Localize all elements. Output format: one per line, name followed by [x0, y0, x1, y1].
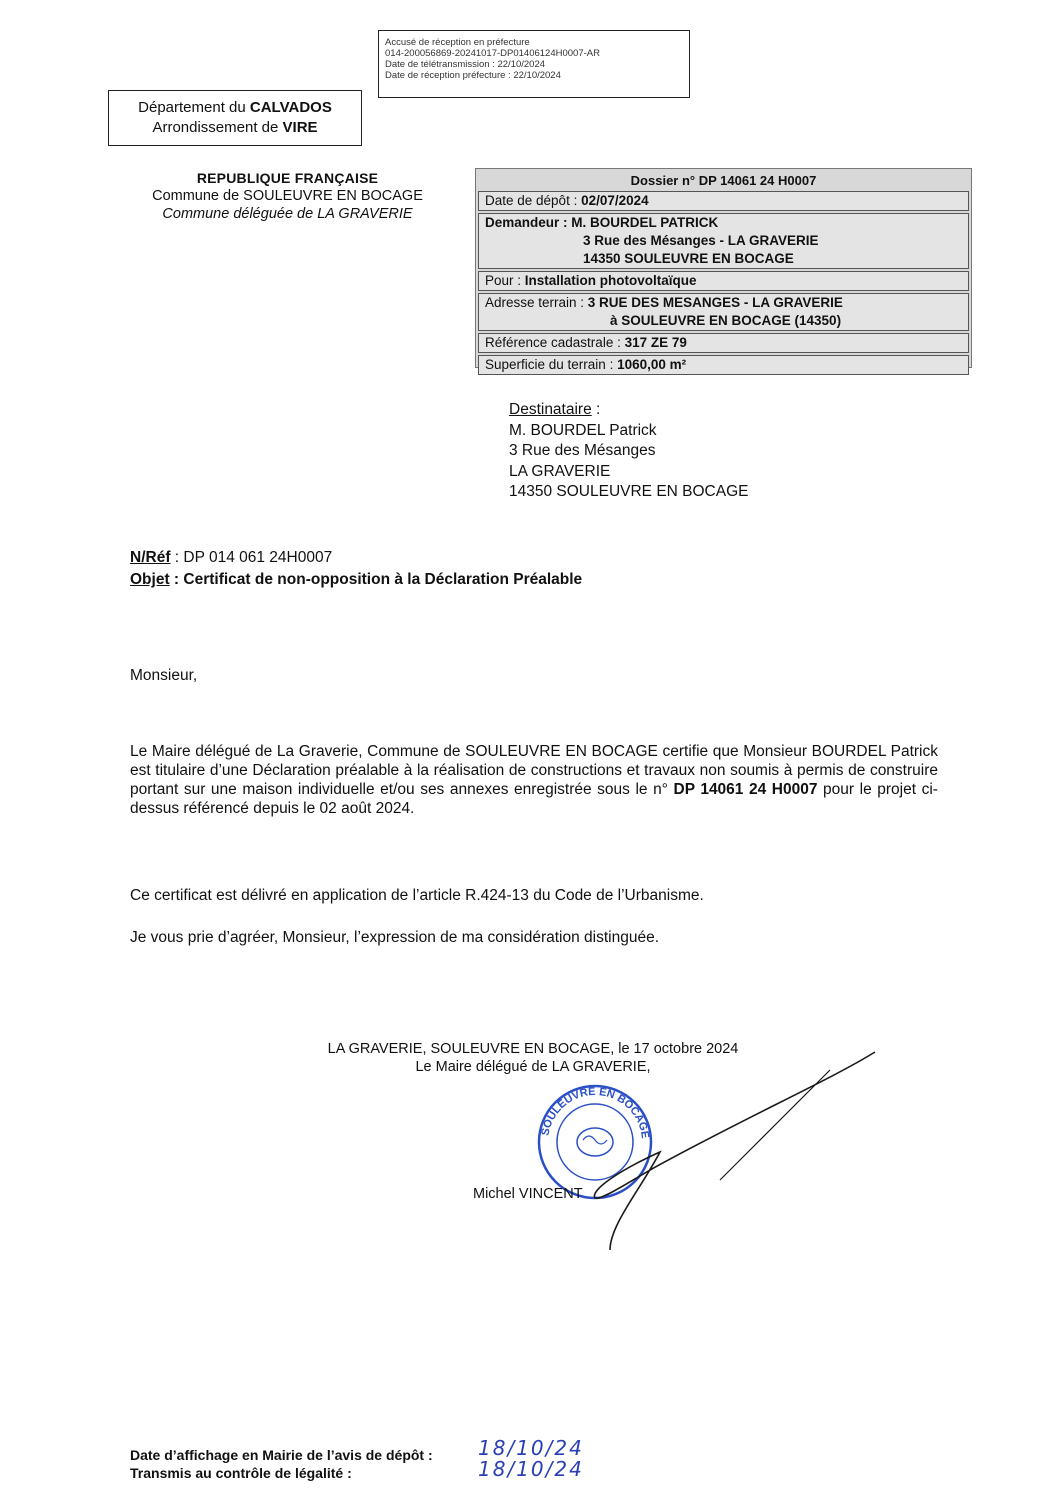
- reference-line: [130, 547, 582, 569]
- area-value: 1060,00 m²: [617, 357, 687, 372]
- cadastral-value: 317 ZE 79: [624, 335, 687, 350]
- transmitted-date-handwritten: 18/10/24: [478, 1457, 584, 1481]
- handwritten-signature: [500, 1040, 890, 1260]
- body-text-part: pour le projet ci-dessus référencé depuis le 02 août 2024.: [130, 781, 938, 817]
- site-label: Adresse terrain :: [485, 295, 588, 310]
- prefecture-receipt-line: Date de réception préfecture : 22/10/2024: [385, 70, 561, 81]
- dossier-title: Dossier n° DP 14061 24 H0007: [478, 171, 969, 189]
- department-line: [109, 98, 361, 118]
- place-date: LA GRAVERIE, SOULEUVRE EN BOCAGE, le 17 octobre 2024: [327, 1041, 739, 1057]
- body-paragraph: [130, 742, 938, 818]
- object-line: [130, 569, 582, 591]
- applicant-address-line: 3 Rue des Mésanges - LA GRAVERIE: [583, 233, 819, 248]
- addressee-label: Destinataire: [509, 401, 592, 418]
- cadastral-label: Référence cadastrale :: [485, 335, 625, 350]
- closing-paragraph: Je vous prie d’agréer, Monsieur, l’expression de ma considération distinguée.: [130, 929, 660, 946]
- certificate-paragraph: Ce certificat est délivré en application de l’article R.424-13 du Code de l’Urbanisme.: [130, 887, 704, 904]
- delegated-commune: Commune déléguée de LA GRAVERIE: [162, 206, 413, 222]
- object-label: Objet: [130, 571, 170, 588]
- addressee-colon: :: [591, 401, 601, 418]
- transmitted-label: Transmis au contrôle de légalité :: [130, 1465, 352, 1481]
- prefecture-receipt-line: Date de télétransmission : 22/10/2024: [385, 59, 546, 70]
- dossier-table: [475, 168, 972, 372]
- addressee-heading: [509, 400, 749, 421]
- signer-name: Michel VINCENT: [473, 1186, 583, 1202]
- area-row: [478, 355, 969, 375]
- deposit-date-row: [478, 191, 969, 211]
- department-box: [108, 90, 362, 146]
- addressee-block: [509, 400, 749, 503]
- deposit-label: Date de dépôt :: [485, 193, 582, 208]
- greeting: Monsieur,: [130, 667, 198, 684]
- addressee-name: M. BOURDEL Patrick: [509, 421, 657, 439]
- posting-date-handwritten: 18/10/24: [478, 1436, 584, 1460]
- purpose-value: Installation photovoltaïque: [524, 273, 697, 288]
- applicant-address-line: 14350 SOULEUVRE EN BOCAGE: [583, 251, 794, 266]
- bottom-notes: [130, 1446, 433, 1482]
- area-label: Superficie du terrain :: [485, 357, 618, 372]
- site-address-row: [478, 293, 969, 331]
- cadastral-row: [478, 333, 969, 353]
- reference-value: : DP 014 061 24H0007: [170, 549, 333, 566]
- handwritten-dates: [478, 1438, 584, 1480]
- dossier-number: DP 14061 24 H0007: [673, 781, 818, 798]
- reference-label: N/Réf: [130, 549, 171, 566]
- arrondissement-label: Arrondissement de: [152, 119, 283, 136]
- signer-role: Le Maire délégué de LA GRAVERIE,: [415, 1059, 651, 1075]
- arrondissement-name: VIRE: [282, 119, 318, 136]
- object-value: : Certificat de non-opposition à la Déclaration Préalable: [169, 571, 583, 588]
- deposit-date: 02/07/2024: [581, 193, 649, 208]
- prefecture-receipt-box: [378, 30, 690, 98]
- commune-name: Commune de SOULEUVRE EN BOCAGE: [152, 188, 423, 204]
- purpose-label: Pour :: [485, 273, 525, 288]
- stamp-text: SOULEUVRE EN BOCAGE: [539, 1085, 651, 1140]
- addressee-street: 3 Rue des Mésanges: [509, 442, 656, 459]
- republic-title: REPUBLIQUE FRANÇAISE: [196, 170, 379, 186]
- reference-block: [130, 547, 582, 591]
- applicant-label: Demandeur :: [485, 215, 572, 230]
- site-address-line: à SOULEUVRE EN BOCAGE (14350): [610, 313, 842, 328]
- addressee-locality: LA GRAVERIE: [509, 462, 611, 480]
- department-label: Département du: [138, 99, 250, 116]
- posting-label: Date d’affichage en Mairie de l’avis de dépôt :: [130, 1447, 433, 1463]
- body-text-part: Le Maire délégué de La Graverie, Commune de SOULEUVRE EN BOCAGE certifie que Monsieur BOURDEL Patrick est titulaire d’une Déclaration préalable à la réalisation de constructions et travaux non soumis à permis de construire portant sur une maison individuelle et/ou ses annexes enregistrée sous le n°: [130, 743, 938, 798]
- department-name: CALVADOS: [249, 99, 332, 116]
- prefecture-receipt-line: 014-200056869-20241017-DP01406124H0007-AR: [385, 48, 600, 59]
- purpose-row: [478, 271, 969, 291]
- arrondissement-line: [109, 118, 361, 138]
- applicant-name: M. BOURDEL PATRICK: [571, 215, 719, 230]
- applicant-row: [478, 213, 969, 269]
- addressee-city: 14350 SOULEUVRE EN BOCAGE: [509, 483, 749, 500]
- republic-header: [120, 169, 455, 223]
- prefecture-receipt-line: Accusé de réception en préfecture: [385, 37, 530, 48]
- site-address-line: 3 RUE DES MESANGES - LA GRAVERIE: [587, 295, 843, 310]
